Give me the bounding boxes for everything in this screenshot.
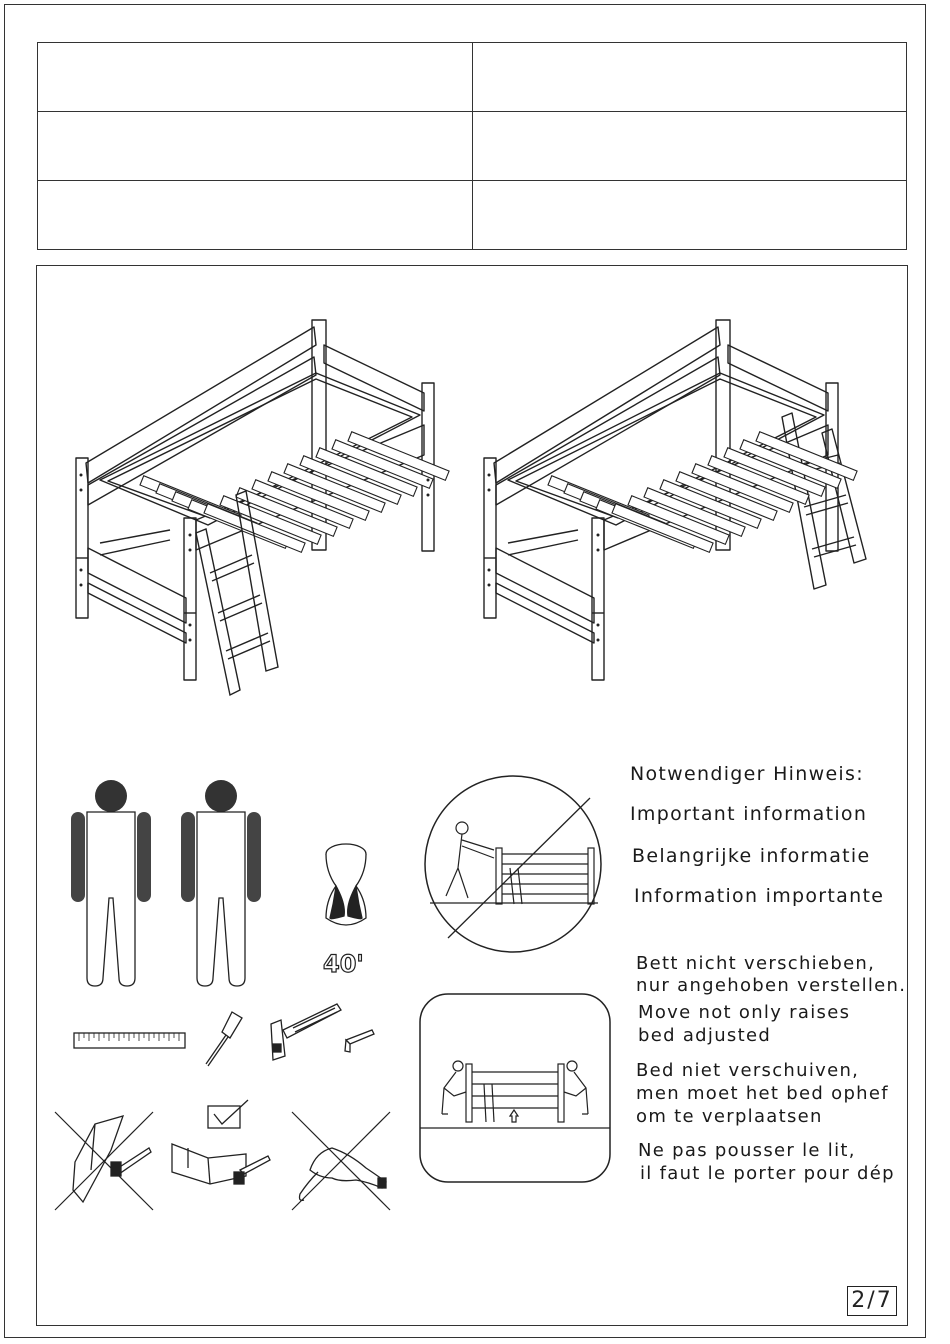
info-nl-line1: Bed niet verschuiven, xyxy=(636,1060,860,1081)
loft-bed-ladder-front-illustration xyxy=(60,315,450,705)
info-en-line2: bed adjusted xyxy=(638,1025,772,1046)
glue-drying-time: 40' xyxy=(323,950,364,978)
info-nl-line3: om te verplaatsen xyxy=(636,1106,823,1127)
header-cell xyxy=(472,112,907,181)
screwdriver-icon xyxy=(200,1010,246,1068)
page-number: 2/7 xyxy=(847,1286,897,1316)
info-en-line1: Move not only raises xyxy=(638,1002,851,1023)
two-person-icon xyxy=(68,778,268,990)
ruler-icon xyxy=(73,1030,188,1052)
header-cell xyxy=(38,43,473,112)
correct-method-icon xyxy=(168,1098,274,1198)
info-heading-nl: Belangrijke informatie xyxy=(632,845,871,867)
info-heading-en: Important information xyxy=(630,803,868,825)
info-de-line1: Bett nicht verschieben, xyxy=(636,953,876,974)
info-de-line2: nur angehoben verstellen. xyxy=(636,975,906,996)
lift-bed-icon xyxy=(418,992,612,1184)
info-heading-de: Notwendiger Hinweis: xyxy=(630,763,864,785)
do-not-push-bed-icon xyxy=(418,768,608,960)
header-cell xyxy=(38,112,473,181)
wrong-method-icon xyxy=(53,1110,155,1212)
info-fr-line2: il faut le porter pour dép xyxy=(640,1163,895,1184)
info-fr-line1: Ne pas pousser le lit, xyxy=(638,1140,856,1161)
header-cell xyxy=(472,43,907,112)
loft-bed-ladder-side-illustration xyxy=(470,315,870,685)
hammer-icon xyxy=(263,1000,343,1064)
info-body xyxy=(630,953,906,1203)
header-table xyxy=(37,42,907,250)
no-power-drill-icon xyxy=(290,1110,392,1212)
allen-key-icon xyxy=(342,1028,376,1054)
header-cell xyxy=(38,181,473,250)
info-nl-line2: men moet het bed ophef xyxy=(636,1083,889,1104)
info-heading-fr: Information importante xyxy=(634,885,885,907)
header-cell xyxy=(472,181,907,250)
glue-bottle-icon xyxy=(322,842,370,932)
